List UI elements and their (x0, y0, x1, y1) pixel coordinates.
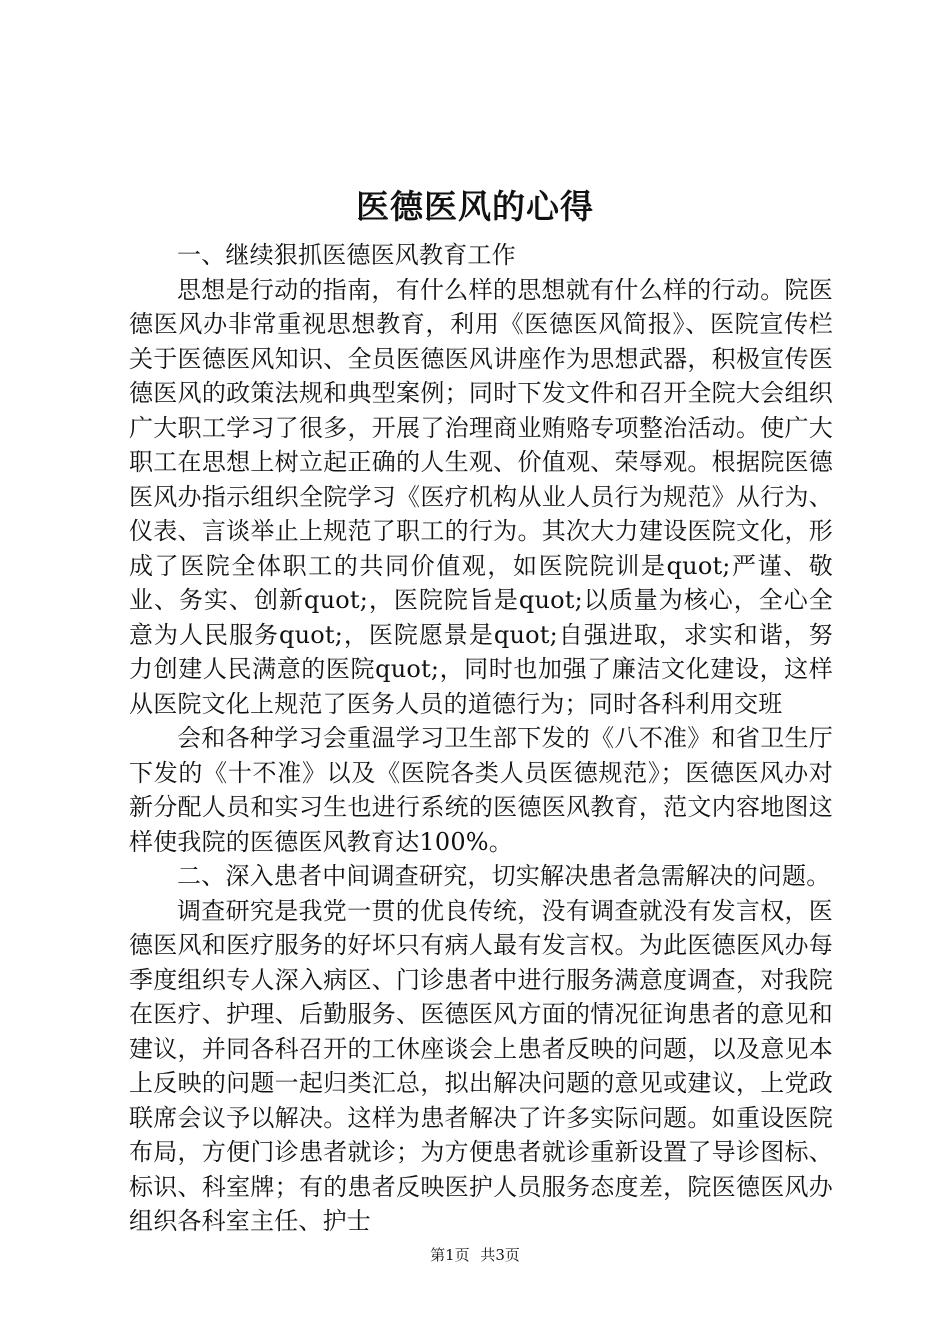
page-footer (0, 1244, 950, 1266)
document-body (129, 238, 833, 1239)
section-heading-2: 二、深入患者中间调查研究，切实解决患者急需解决的问题。 (177, 862, 831, 890)
section-heading-1: 一、继续狠抓医德医风教育工作 (177, 241, 516, 269)
document-title: 医德医风的心得 (356, 187, 594, 226)
body-paragraph: 思想是行动的指南，有什么样的思想就有什么样的行动。院医德医风办非常重视思想教育，利用《医德医风简报》、医院宣传栏关于医德医风知识、全员医德医风讲座作为思想武器，积极宣传医德医风的政策法规和典型案例；同时下发文件和召开全院大会组织广大职工学习了很多，开展了治理商业贿赂专项整治活动。使广大职工在思想上树立起正确的人生观、价值观、荣辱观。根据院医德医风办指示组织全院学习《医疗机构从业人员行为规范》从行为、仪表、言谈举止上规范了职工的行为。其次大力建设医院文化，形成了医院全体职工的共同价值观，如医院院训是quot;严谨、敬业、务实、创新quot;，医院院旨是quot;以质量为核心，全心全意为人民服务quot;，医院愿景是quot;自强进取，求实和谐，努力创建人民满意的医院quot;，同时也加强了廉洁文化建设，这样从医院文化上规范了医务人员的道德行为；同时各科利用交班 (129, 275, 833, 718)
body-paragraph: 调查研究是我党一贯的优良传统，没有调查就没有发言权，医德医风和医疗服务的好坏只有病人最有发言权。为此医德医风办每季度组织专人深入病区、门诊患者中进行服务满意度调查，对我院在医疗、护理、后勤服务、医德医风方面的情况征询患者的意见和建议，并同各科召开的工休座谈会上患者反映的问题，以及意见本上反映的问题一起归类汇总，拟出解决问题的意见或建议，上党政联席会议予以解决。这样为患者解决了许多实际问题。如重设医院布局，方便门诊患者就诊；为方便患者就诊重新设置了导诊图标、标识、科室牌；有的患者反映医护人员服务态度差，院医德医风办组织各科室主任、护士 (129, 896, 833, 1235)
body-paragraph: 会和各种学习会重温学习卫生部下发的《八不准》和省卫生厅下发的《十不准》以及《医院各类人员医德规范》；医德医风办对新分配人员和实习生也进行系统的医德医风教育，范文内容地图这样使我院的医德医风教育达100%。 (129, 724, 833, 856)
page-number-current: 第1页 (430, 1246, 470, 1264)
page-number-total: 共3页 (480, 1246, 520, 1264)
